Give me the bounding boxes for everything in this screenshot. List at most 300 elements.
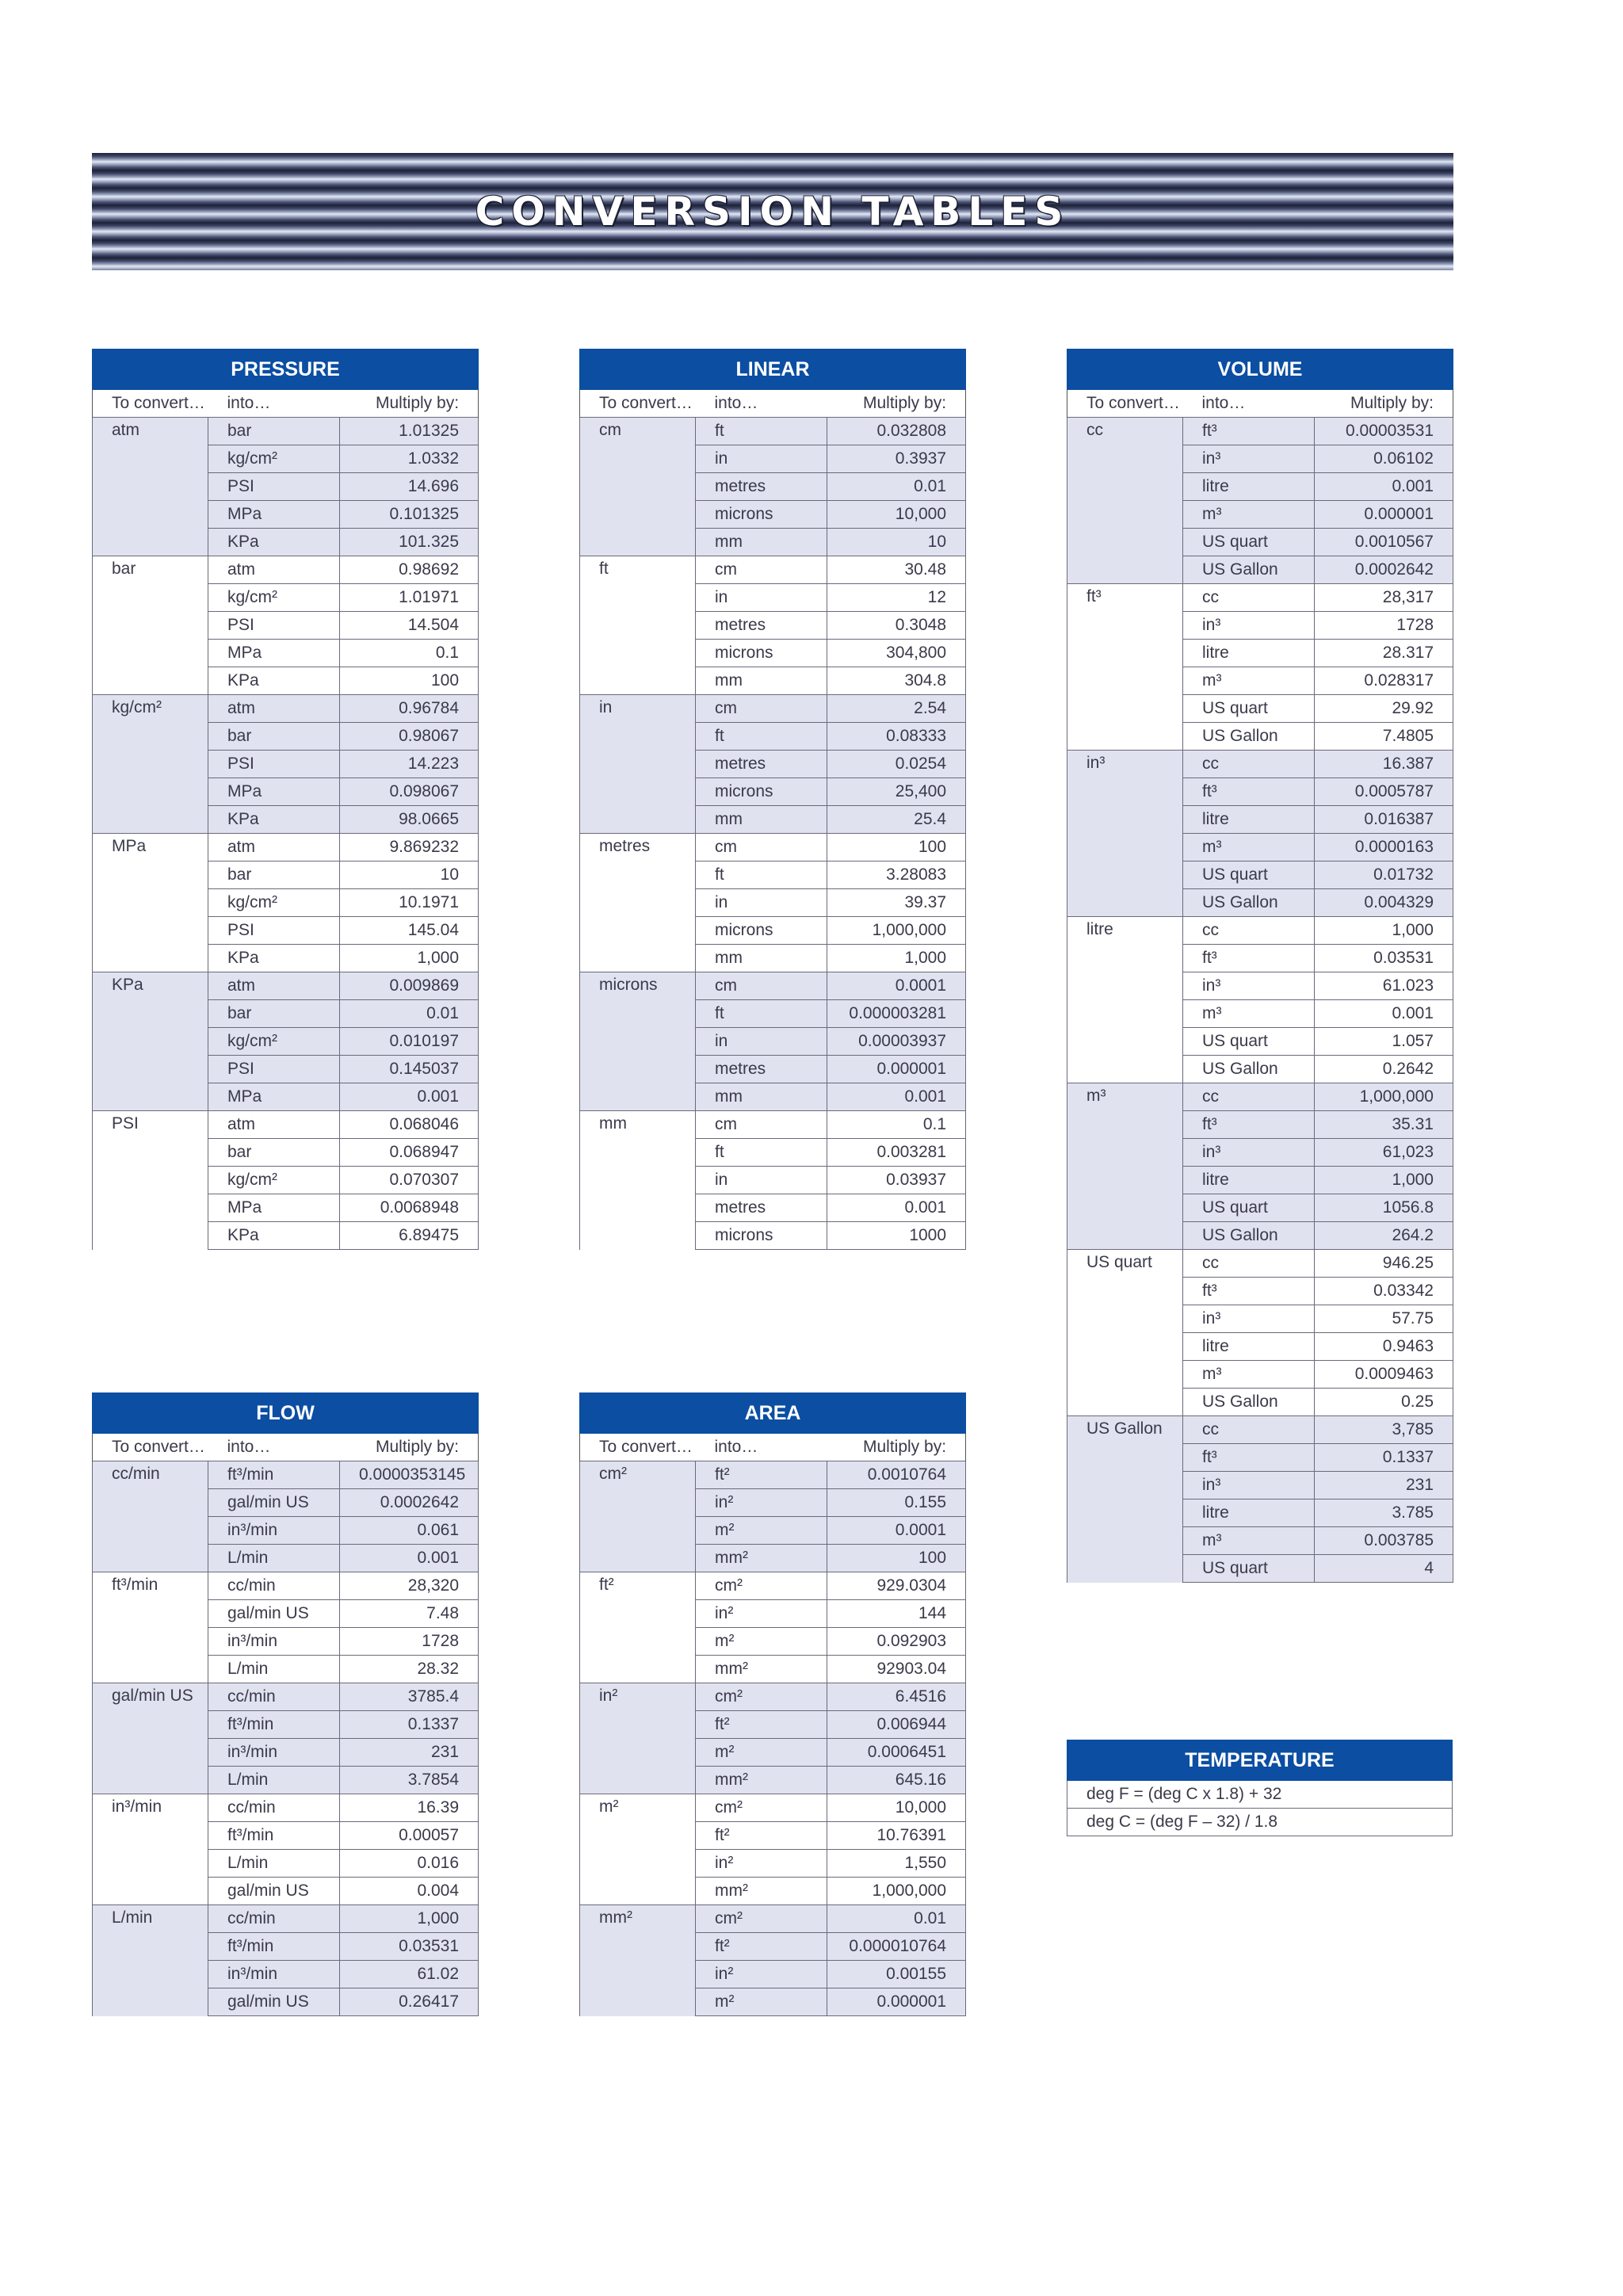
conversion-factor: 61,023 <box>1315 1139 1453 1167</box>
source-unit: ft <box>580 556 696 695</box>
target-unit: mm² <box>696 1767 827 1794</box>
target-unit: mm <box>696 1083 827 1111</box>
target-unit: m² <box>696 1517 827 1545</box>
conversion-factor: 645.16 <box>827 1767 966 1794</box>
conversion-factor: 0.092903 <box>827 1628 966 1656</box>
source-unit: m³ <box>1067 1083 1183 1250</box>
target-unit: atm <box>208 556 340 584</box>
target-unit: L/min <box>208 1767 340 1794</box>
target-unit: US Gallon <box>1183 723 1315 751</box>
target-unit: L/min <box>208 1850 340 1878</box>
source-unit: ft³/min <box>93 1572 208 1683</box>
target-unit: PSI <box>208 917 340 945</box>
source-unit: L/min <box>93 1905 208 2016</box>
conversion-factor: 0.0002642 <box>340 1489 479 1517</box>
conversion-factor: 0.003785 <box>1315 1527 1453 1555</box>
conversion-factor: 7.4805 <box>1315 723 1453 751</box>
target-unit: cc <box>1183 917 1315 945</box>
conversion-factor: 1,000 <box>340 1905 479 1933</box>
target-unit: m³ <box>1183 1361 1315 1389</box>
conversion-factor: 0.03342 <box>1315 1278 1453 1305</box>
volume-table <box>1067 349 1453 1583</box>
conversion-factor: 35.31 <box>1315 1111 1453 1139</box>
target-unit: KPa <box>208 667 340 695</box>
target-unit: ft² <box>696 1933 827 1961</box>
conversion-factor: 0.06102 <box>1315 445 1453 473</box>
conversion-factor: 0.000001 <box>1315 501 1453 529</box>
target-unit: mm <box>696 945 827 972</box>
source-unit: atm <box>93 418 208 556</box>
target-unit: US quart <box>1183 861 1315 889</box>
conversion-factor: 0.0001 <box>827 1517 966 1545</box>
target-unit: metres <box>696 612 827 640</box>
target-unit: mm <box>696 529 827 556</box>
conversion-factor: 929.0304 <box>827 1572 966 1600</box>
target-unit: MPa <box>208 778 340 806</box>
temperature-title: TEMPERATURE <box>1067 1740 1453 1781</box>
conversion-factor: 0.01 <box>827 1905 966 1933</box>
column-header-from: To convert… <box>580 390 696 418</box>
conversion-factor: 14.223 <box>340 751 479 778</box>
target-unit: in <box>696 1167 827 1194</box>
source-unit: US Gallon <box>1067 1416 1183 1583</box>
conversion-factor: 0.000001 <box>827 1056 966 1083</box>
source-unit: in³/min <box>93 1794 208 1905</box>
table-row <box>93 1794 479 1822</box>
table-row <box>1067 1416 1453 1444</box>
source-unit: cm² <box>580 1461 696 1572</box>
target-unit: cc <box>1183 1250 1315 1278</box>
target-unit: ft³/min <box>208 1711 340 1739</box>
column-header-from: To convert… <box>580 1434 696 1461</box>
target-unit: cc <box>1183 751 1315 778</box>
target-unit: metres <box>696 1194 827 1222</box>
target-unit: litre <box>1183 1499 1315 1527</box>
target-unit: kg/cm² <box>208 584 340 612</box>
target-unit: cm <box>696 1111 827 1139</box>
conversion-factor: 0.101325 <box>340 501 479 529</box>
conversion-factor: 39.37 <box>827 889 966 917</box>
source-unit: cm <box>580 418 696 556</box>
conversion-factor: 1,000 <box>340 945 479 972</box>
conversion-factor: 946.25 <box>1315 1250 1453 1278</box>
target-unit: in² <box>696 1489 827 1517</box>
source-unit: in² <box>580 1683 696 1794</box>
conversion-factor: 1.0332 <box>340 445 479 473</box>
source-unit: ft³ <box>1067 584 1183 751</box>
target-unit: gal/min US <box>208 1489 340 1517</box>
target-unit: atm <box>208 1111 340 1139</box>
target-unit: ft³ <box>1183 418 1315 445</box>
conversion-factor: 231 <box>340 1739 479 1767</box>
target-unit: in³ <box>1183 1305 1315 1333</box>
conversion-factor: 0.000003281 <box>827 1000 966 1028</box>
conversion-factor: 0.003281 <box>827 1139 966 1167</box>
conversion-factor: 0.1 <box>340 640 479 667</box>
table-row <box>580 1683 966 1711</box>
target-unit: metres <box>696 473 827 501</box>
target-unit: US Gallon <box>1183 1056 1315 1083</box>
conversion-factor: 1,000 <box>827 945 966 972</box>
target-unit: ft <box>696 1139 827 1167</box>
conversion-factor: 0.03531 <box>1315 945 1453 972</box>
conversion-factor: 1,000,000 <box>1315 1083 1453 1111</box>
target-unit: bar <box>208 723 340 751</box>
source-unit: in³ <box>1067 751 1183 917</box>
target-unit: litre <box>1183 1167 1315 1194</box>
conversion-factor: 0.0000163 <box>1315 834 1453 861</box>
conversion-factor: 1000 <box>827 1222 966 1250</box>
conversion-factor: 0.070307 <box>340 1167 479 1194</box>
target-unit: m² <box>696 1988 827 2016</box>
conversion-factor: 3.28083 <box>827 861 966 889</box>
target-unit: microns <box>696 640 827 667</box>
target-unit: in³ <box>1183 612 1315 640</box>
target-unit: in³ <box>1183 445 1315 473</box>
conversion-factor: 0.01 <box>827 473 966 501</box>
conversion-factor: 145.04 <box>340 917 479 945</box>
conversion-factor: 0.00003937 <box>827 1028 966 1056</box>
target-unit: mm <box>696 667 827 695</box>
target-unit: MPa <box>208 501 340 529</box>
target-unit: US Gallon <box>1183 556 1315 584</box>
target-unit: litre <box>1183 1333 1315 1361</box>
target-unit: m³ <box>1183 501 1315 529</box>
target-unit: ft <box>696 861 827 889</box>
target-unit: KPa <box>208 1222 340 1250</box>
target-unit: cm² <box>696 1572 827 1600</box>
target-unit: MPa <box>208 640 340 667</box>
target-unit: ft <box>696 723 827 751</box>
conversion-factor: 0.01 <box>340 1000 479 1028</box>
target-unit: US quart <box>1183 529 1315 556</box>
conversion-factor: 0.028317 <box>1315 667 1453 695</box>
conversion-factor: 1,000 <box>1315 917 1453 945</box>
table-row <box>1067 917 1453 945</box>
target-unit: in <box>696 584 827 612</box>
target-unit: in³/min <box>208 1517 340 1545</box>
target-unit: mm² <box>696 1545 827 1572</box>
source-unit: ft² <box>580 1572 696 1683</box>
target-unit: in² <box>696 1600 827 1628</box>
volume-table-title: VOLUME <box>1067 350 1453 390</box>
table-row <box>1067 1083 1453 1111</box>
table-row <box>580 1572 966 1600</box>
conversion-factor: 28.317 <box>1315 640 1453 667</box>
conversion-factor: 57.75 <box>1315 1305 1453 1333</box>
conversion-factor: 264.2 <box>1315 1222 1453 1250</box>
source-unit: microns <box>580 972 696 1111</box>
target-unit: ft³/min <box>208 1933 340 1961</box>
page-banner <box>92 153 1453 270</box>
target-unit: cc/min <box>208 1794 340 1822</box>
conversion-factor: 25,400 <box>827 778 966 806</box>
target-unit: in <box>696 1028 827 1056</box>
conversion-factor: 61.023 <box>1315 972 1453 1000</box>
temperature-formula: deg C = (deg F – 32) / 1.8 <box>1067 1809 1453 1836</box>
target-unit: atm <box>208 695 340 723</box>
conversion-factor: 0.0009463 <box>1315 1361 1453 1389</box>
target-unit: ft³/min <box>208 1822 340 1850</box>
column-header-multiply: Multiply by: <box>340 390 479 418</box>
pressure-table-title: PRESSURE <box>93 350 479 390</box>
conversion-factor: 0.004329 <box>1315 889 1453 917</box>
conversion-factor: 231 <box>1315 1472 1453 1499</box>
conversion-factor: 0.96784 <box>340 695 479 723</box>
page-title: CONVERSION TABLES <box>475 189 1071 235</box>
table-row <box>93 1111 479 1139</box>
conversion-factor: 92903.04 <box>827 1656 966 1683</box>
column-header-from: To convert… <box>1067 390 1183 418</box>
conversion-factor: 3785.4 <box>340 1683 479 1711</box>
target-unit: PSI <box>208 612 340 640</box>
table-row <box>93 1683 479 1711</box>
source-unit: KPa <box>93 972 208 1111</box>
target-unit: litre <box>1183 640 1315 667</box>
target-unit: KPa <box>208 806 340 834</box>
target-unit: kg/cm² <box>208 889 340 917</box>
table-row <box>580 418 966 445</box>
conversion-factor: 0.98692 <box>340 556 479 584</box>
target-unit: m³ <box>1183 834 1315 861</box>
table-row <box>580 556 966 584</box>
target-unit: in <box>696 889 827 917</box>
source-unit: m² <box>580 1794 696 1905</box>
conversion-factor: 3.7854 <box>340 1767 479 1794</box>
conversion-factor: 0.010197 <box>340 1028 479 1056</box>
target-unit: US quart <box>1183 1194 1315 1222</box>
flow-table <box>92 1392 479 2016</box>
column-header-multiply: Multiply by: <box>827 1434 966 1461</box>
target-unit: US quart <box>1183 1028 1315 1056</box>
table-row <box>1067 584 1453 612</box>
conversion-factor: 0.1337 <box>340 1711 479 1739</box>
target-unit: in³ <box>1183 1139 1315 1167</box>
target-unit: in³ <box>1183 972 1315 1000</box>
target-unit: metres <box>696 1056 827 1083</box>
conversion-factor: 0.0254 <box>827 751 966 778</box>
source-unit: mm² <box>580 1905 696 2016</box>
pressure-table <box>92 349 479 1250</box>
target-unit: bar <box>208 1139 340 1167</box>
conversion-factor: 10 <box>827 529 966 556</box>
target-unit: cm² <box>696 1905 827 1933</box>
target-unit: KPa <box>208 529 340 556</box>
target-unit: KPa <box>208 945 340 972</box>
column-header-from: To convert… <box>93 1434 208 1461</box>
target-unit: cc <box>1183 1083 1315 1111</box>
target-unit: m² <box>696 1739 827 1767</box>
conversion-factor: 28.32 <box>340 1656 479 1683</box>
target-unit: MPa <box>208 1083 340 1111</box>
conversion-factor: 0.001 <box>1315 473 1453 501</box>
table-row <box>580 1111 966 1139</box>
target-unit: ft <box>696 1000 827 1028</box>
conversion-factor: 10,000 <box>827 501 966 529</box>
target-unit: cc/min <box>208 1683 340 1711</box>
target-unit: ft² <box>696 1461 827 1489</box>
conversion-factor: 0.061 <box>340 1517 479 1545</box>
table-row <box>580 1461 966 1489</box>
conversion-factor: 10.76391 <box>827 1822 966 1850</box>
conversion-factor: 0.001 <box>1315 1000 1453 1028</box>
conversion-factor: 16.39 <box>340 1794 479 1822</box>
conversion-factor: 0.001 <box>340 1083 479 1111</box>
target-unit: cm² <box>696 1794 827 1822</box>
conversion-factor: 6.89475 <box>340 1222 479 1250</box>
target-unit: cm <box>696 834 827 861</box>
target-unit: gal/min US <box>208 1600 340 1628</box>
column-header-multiply: Multiply by: <box>827 390 966 418</box>
target-unit: microns <box>696 1222 827 1250</box>
conversion-factor: 12 <box>827 584 966 612</box>
conversion-factor: 0.068947 <box>340 1139 479 1167</box>
source-unit: mm <box>580 1111 696 1250</box>
conversion-factor: 0.08333 <box>827 723 966 751</box>
conversion-factor: 304,800 <box>827 640 966 667</box>
conversion-factor: 3,785 <box>1315 1416 1453 1444</box>
table-row <box>93 418 479 445</box>
conversion-factor: 0.016387 <box>1315 806 1453 834</box>
table-row <box>1067 418 1453 445</box>
conversion-factor: 0.006944 <box>827 1711 966 1739</box>
conversion-factor: 0.0010764 <box>827 1461 966 1489</box>
conversion-factor: 1728 <box>340 1628 479 1656</box>
target-unit: ft³ <box>1183 778 1315 806</box>
conversion-factor: 1.01325 <box>340 418 479 445</box>
target-unit: kg/cm² <box>208 445 340 473</box>
conversion-factor: 0.2642 <box>1315 1056 1453 1083</box>
target-unit: ft³ <box>1183 1444 1315 1472</box>
target-unit: ft³ <box>1183 1111 1315 1139</box>
conversion-factor: 0.26417 <box>340 1988 479 2016</box>
conversion-factor: 0.145037 <box>340 1056 479 1083</box>
target-unit: ft² <box>696 1822 827 1850</box>
conversion-factor: 6.4516 <box>827 1683 966 1711</box>
conversion-factor: 0.016 <box>340 1850 479 1878</box>
target-unit: ft² <box>696 1711 827 1739</box>
target-unit: cc/min <box>208 1905 340 1933</box>
column-header-into: into… <box>696 390 827 418</box>
conversion-factor: 1,000,000 <box>827 917 966 945</box>
conversion-factor: 100 <box>340 667 479 695</box>
conversion-factor: 0.00003531 <box>1315 418 1453 445</box>
conversion-factor: 101.325 <box>340 529 479 556</box>
target-unit: bar <box>208 418 340 445</box>
conversion-factor: 30.48 <box>827 556 966 584</box>
conversion-factor: 0.032808 <box>827 418 966 445</box>
target-unit: US Gallon <box>1183 1389 1315 1416</box>
source-unit: cc <box>1067 418 1183 584</box>
conversion-factor: 14.504 <box>340 612 479 640</box>
conversion-factor: 0.000010764 <box>827 1933 966 1961</box>
conversion-factor: 25.4 <box>827 806 966 834</box>
target-unit: in² <box>696 1961 827 1988</box>
conversion-factor: 0.0001 <box>827 972 966 1000</box>
conversion-factor: 0.0006451 <box>827 1739 966 1767</box>
table-row <box>93 695 479 723</box>
table-row <box>93 1572 479 1600</box>
conversion-factor: 0.00155 <box>827 1961 966 1988</box>
conversion-factor: 61.02 <box>340 1961 479 1988</box>
source-unit: gal/min US <box>93 1683 208 1794</box>
target-unit: m³ <box>1183 1527 1315 1555</box>
target-unit: ft³/min <box>208 1461 340 1489</box>
target-unit: atm <box>208 972 340 1000</box>
target-unit: US quart <box>1183 1555 1315 1583</box>
conversion-factor: 0.3937 <box>827 445 966 473</box>
target-unit: mm <box>696 806 827 834</box>
target-unit: L/min <box>208 1656 340 1683</box>
target-unit: litre <box>1183 806 1315 834</box>
conversion-factor: 0.3048 <box>827 612 966 640</box>
linear-table <box>579 349 966 1250</box>
conversion-factor: 1,000,000 <box>827 1878 966 1905</box>
conversion-factor: 0.98067 <box>340 723 479 751</box>
conversion-factor: 16.387 <box>1315 751 1453 778</box>
area-table <box>579 1392 966 2016</box>
conversion-factor: 28,317 <box>1315 584 1453 612</box>
table-row <box>580 1905 966 1933</box>
conversion-factor: 0.0068948 <box>340 1194 479 1222</box>
conversion-factor: 144 <box>827 1600 966 1628</box>
target-unit: microns <box>696 778 827 806</box>
conversion-factor: 0.00057 <box>340 1822 479 1850</box>
target-unit: PSI <box>208 751 340 778</box>
column-header-into: into… <box>1183 390 1315 418</box>
conversion-factor: 2.54 <box>827 695 966 723</box>
conversion-factor: 0.9463 <box>1315 1333 1453 1361</box>
target-unit: mm² <box>696 1656 827 1683</box>
column-header-into: into… <box>208 390 340 418</box>
table-row <box>580 834 966 861</box>
conversion-factor: 0.000001 <box>827 1988 966 2016</box>
target-unit: cm <box>696 556 827 584</box>
column-header-into: into… <box>696 1434 827 1461</box>
target-unit: PSI <box>208 473 340 501</box>
target-unit: mm² <box>696 1878 827 1905</box>
target-unit: metres <box>696 751 827 778</box>
source-unit: US quart <box>1067 1250 1183 1416</box>
conversion-factor: 304.8 <box>827 667 966 695</box>
conversion-factor: 0.1337 <box>1315 1444 1453 1472</box>
source-unit: metres <box>580 834 696 972</box>
target-unit: cm² <box>696 1683 827 1711</box>
conversion-factor: 0.155 <box>827 1489 966 1517</box>
target-unit: in³ <box>1183 1472 1315 1499</box>
target-unit: in² <box>696 1850 827 1878</box>
source-unit: litre <box>1067 917 1183 1083</box>
conversion-factor: 1.057 <box>1315 1028 1453 1056</box>
source-unit: bar <box>93 556 208 695</box>
conversion-factor: 0.068046 <box>340 1111 479 1139</box>
conversion-factor: 9.869232 <box>340 834 479 861</box>
target-unit: in³/min <box>208 1739 340 1767</box>
area-table-title: AREA <box>580 1393 966 1434</box>
conversion-factor: 14.696 <box>340 473 479 501</box>
conversion-factor: 29.92 <box>1315 695 1453 723</box>
conversion-factor: 0.001 <box>827 1083 966 1111</box>
source-unit: MPa <box>93 834 208 972</box>
source-unit: kg/cm² <box>93 695 208 834</box>
target-unit: bar <box>208 1000 340 1028</box>
target-unit: MPa <box>208 1194 340 1222</box>
column-header-from: To convert… <box>93 390 208 418</box>
source-unit: in <box>580 695 696 834</box>
conversion-factor: 1056.8 <box>1315 1194 1453 1222</box>
target-unit: L/min <box>208 1545 340 1572</box>
target-unit: in³/min <box>208 1628 340 1656</box>
